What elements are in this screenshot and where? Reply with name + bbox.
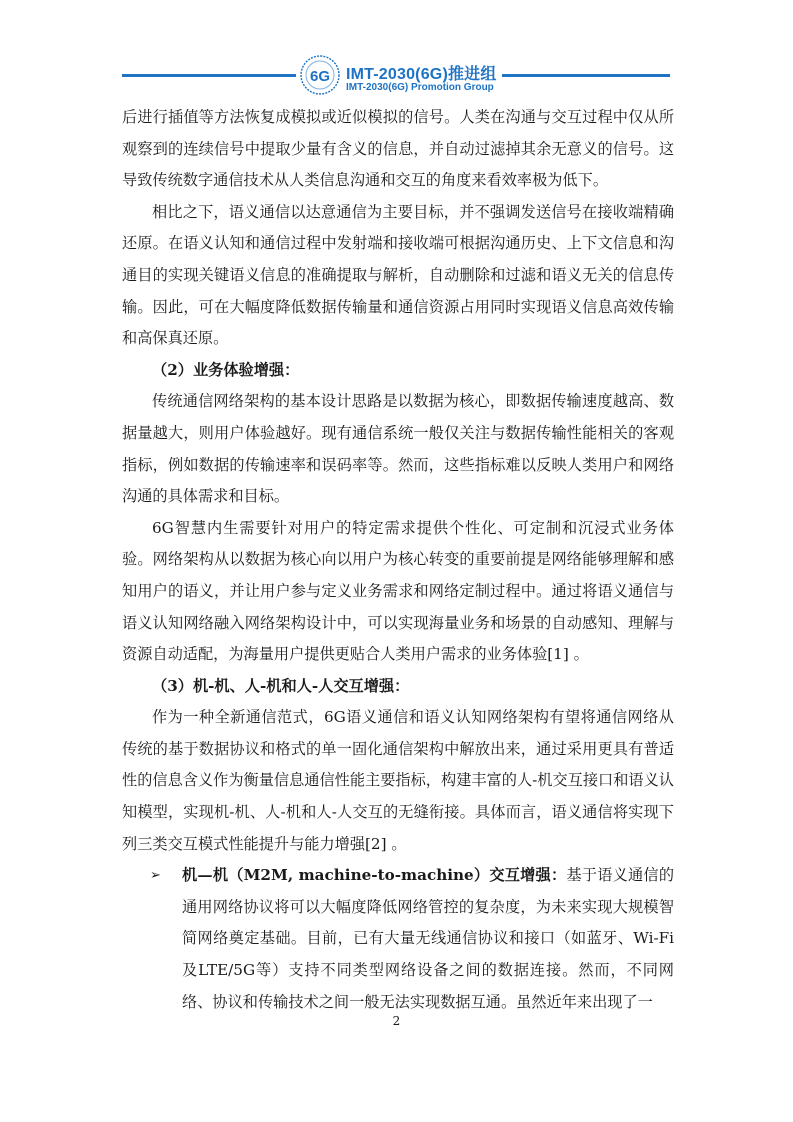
- org-title: IMT-2030(6G)推进组: [346, 66, 497, 83]
- bullet-text: 基于语义通信的通用网络协议将可以大幅度降低网络管控的复杂度，为未来实现大规模智简网络奠定基础。目前，已有大量无线通信协议和接口（如蓝牙、Wi-Fi及LTE/5G等）支持不同类型网络设备之间的数据连接。然而，不同网络、协议和传输技术之间一般无法实现数据互通。虽然近年来出现了一: [182, 866, 674, 1011]
- logo-text: 6G: [309, 68, 331, 85]
- header-rule-left: [122, 74, 296, 77]
- header-rule-right: [502, 74, 670, 77]
- bullet-title: 机—机（M2M, machine-to-machine）交互增强：: [182, 866, 567, 885]
- section-heading-3: （3）机-机、人-机和人-人交互增强：: [152, 676, 410, 695]
- paragraph-5: 作为一种全新通信范式，6G语义通信和语义认知网络架构有望将通信网络从传统的基于数据协议和格式的单一固化通信架构中解放出来，通过采用更具有普适性的信息含义作为衡量信息通信性能主要指标，构建丰富的人-机交互接口和语义认知模型，实现机-机、人-机和人-人交互的无缝衔接。具体而言，语义通信将实现下列三类交互模式性能提升与能力增强[2] 。: [122, 708, 674, 853]
- bullet-paragraph: [182, 860, 674, 1018]
- paragraph-1: 后进行插值等方法恢复成模拟或近似模拟的信号。人类在沟通与交互过程中仅从所观察到的连续信号中提取少量有含义的信息，并自动过滤掉其余无意义的信号。这导致传统数字通信技术从人类信息沟通和交互的角度来看效率极为低下。: [122, 108, 674, 190]
- paragraph-2: 相比之下，语义通信以达意通信为主要目标，并不强调发送信号在接收端精确还原。在语义认知和通信过程中发射端和接收端可根据沟通历史、上下文信息和沟通目的实现关键语义信息的准确提取与解析，自动删除和过滤和语义无关的信息传输。因此，可在大幅度降低数据传输量和通信资源占用同时实现语义信息高效传输和高保真还原。: [122, 202, 674, 348]
- section-heading-2: （2）业务体验增强：: [152, 360, 300, 379]
- imt-2030-logo-icon: [299, 54, 341, 96]
- org-subtitle: IMT-2030(6G) Promotion Group: [346, 82, 494, 93]
- paragraph-4: 6G智慧内生需要针对用户的特定需求提供个性化、可定制和沉浸式业务体验。网络架构从以数据为核心向以用户为核心转变的重要前提是网络能够理解和感知用户的语义，并让用户参与定义业务需求和网络定制过程中。通过将语义通信与语义认知网络融入网络架构设计中，可以实现海量业务和场景的自动感知、理解与资源自动适配，为海量用户提供更贴合人类用户需求的业务体验[1] 。: [122, 518, 674, 664]
- arrow-bullet-icon: ➢: [150, 868, 161, 884]
- paragraph-3: 传统通信网络架构的基本设计思路是以数据为核心，即数据传输速度越高、数据量越大，则用户体验越好。现有通信系统一般仅关注与数据传输性能相关的客观指标，例如数据的传输速率和误码率等。然而，这些指标难以反映人类用户和网络沟通的具体需求和目标。: [122, 392, 674, 506]
- document-body: [122, 102, 674, 1018]
- bullet-item-m2m: [122, 860, 674, 1018]
- page-header: [0, 52, 793, 102]
- page-number: 2: [392, 1014, 401, 1028]
